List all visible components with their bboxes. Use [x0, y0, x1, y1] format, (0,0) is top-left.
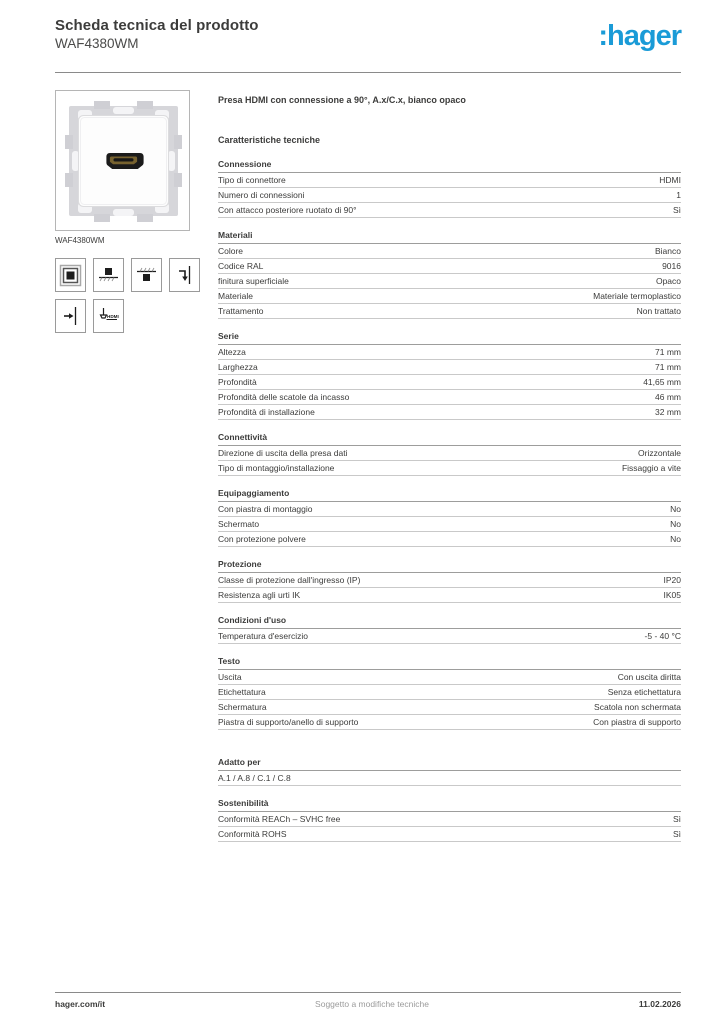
spec-section — [218, 559, 681, 603]
spec-row — [218, 700, 681, 715]
spec-value: 41,65 mm — [643, 377, 681, 387]
spec-value: 32 mm — [655, 407, 681, 417]
spec-row — [218, 173, 681, 188]
spec-value: No — [670, 504, 681, 514]
footer-disclaimer: Soggetto a modifiche tecniche — [315, 999, 429, 1009]
spec-label: Larghezza — [218, 362, 258, 372]
main-content — [55, 90, 681, 842]
section-title: Equipaggiamento — [218, 488, 681, 502]
spec-row — [218, 446, 681, 461]
section-title: Condizioni d'uso — [218, 615, 681, 629]
pictogram-grid — [55, 258, 215, 333]
spec-row — [218, 405, 681, 420]
spec-label: Altezza — [218, 347, 246, 357]
surface-mount-icon — [93, 258, 124, 292]
spec-row — [218, 812, 681, 827]
spec-value: Con piastra di supporto — [593, 717, 681, 727]
spec-section — [218, 798, 681, 842]
spec-value: 71 mm — [655, 347, 681, 357]
tech-characteristics-heading: Caratteristiche tecniche — [218, 135, 321, 145]
spec-label: Schermato — [218, 519, 260, 529]
spec-label: Con attacco posteriore ruotato di 90° — [218, 205, 357, 215]
spec-sections — [218, 159, 681, 842]
section-title: Connettività — [218, 432, 681, 446]
ceiling-mount-icon — [131, 258, 162, 292]
spec-value: Con uscita diritta — [617, 672, 681, 682]
spec-value: Scatola non schermata — [594, 702, 681, 712]
footer-website: hager.com/it — [55, 999, 106, 1009]
hager-logo: :hager — [598, 20, 681, 52]
spec-row — [218, 629, 681, 644]
spec-value: No — [670, 519, 681, 529]
spec-value: 9016 — [662, 261, 681, 271]
spec-row — [218, 532, 681, 547]
spec-value: Fissaggio a vite — [621, 463, 681, 473]
header-divider — [55, 72, 681, 73]
spec-label: Materiale — [218, 291, 253, 301]
spec-label: finitura superficiale — [218, 276, 289, 286]
section-title: Adatto per — [218, 757, 681, 771]
socket-front-icon — [55, 258, 86, 292]
spec-row — [218, 827, 681, 842]
spec-row — [218, 375, 681, 390]
spec-value: Opaco — [655, 276, 681, 286]
spec-label: Profondità di installazione — [218, 407, 315, 417]
product-image — [55, 90, 190, 231]
product-code: WAF4380WM — [55, 36, 139, 51]
spec-label: Codice RAL — [218, 261, 264, 271]
spec-label: Tipo di connettore — [218, 175, 286, 185]
spec-row — [218, 715, 681, 730]
spec-row — [218, 304, 681, 319]
spec-value: Materiale termoplastico — [593, 291, 681, 301]
spec-row — [218, 203, 681, 218]
spec-label: Uscita — [218, 672, 242, 682]
spec-value: Sì — [672, 829, 681, 839]
spec-row — [218, 274, 681, 289]
spec-row — [218, 360, 681, 375]
spec-section — [218, 488, 681, 547]
page-footer — [55, 999, 681, 1009]
spec-row — [218, 461, 681, 476]
spec-section — [218, 656, 681, 730]
spec-value: No — [670, 534, 681, 544]
spec-row — [218, 573, 681, 588]
spec-label: Numero di connessioni — [218, 190, 305, 200]
spec-section — [218, 230, 681, 319]
spec-label: Profondità — [218, 377, 257, 387]
section-title: Protezione — [218, 559, 681, 573]
svg-text:HDMI: HDMI — [107, 314, 119, 320]
spec-label: Etichettatura — [218, 687, 266, 697]
spec-row — [218, 244, 681, 259]
spec-label: A.1 / A.8 / C.1 / C.8 — [218, 773, 291, 783]
spec-row — [218, 771, 681, 786]
spec-row — [218, 517, 681, 532]
spec-label: Direzione di uscita della presa dati — [218, 448, 348, 458]
spec-section — [218, 432, 681, 476]
spec-value: 71 mm — [655, 362, 681, 372]
spec-row — [218, 259, 681, 274]
left-column — [55, 90, 191, 842]
spec-label: Conformità REACh – SVHC free — [218, 814, 341, 824]
spec-row — [218, 502, 681, 517]
section-title: Connessione — [218, 159, 681, 173]
spec-label: Temperatura d'esercizio — [218, 631, 308, 641]
wall-outlet-icon — [55, 299, 86, 333]
spec-label: Trattamento — [218, 306, 264, 316]
spec-value: Senza etichettatura — [607, 687, 681, 697]
spec-section — [218, 615, 681, 644]
spec-value: HDMI — [659, 175, 681, 185]
section-title: Sostenibilità — [218, 798, 681, 812]
spec-row — [218, 390, 681, 405]
spec-value: Non trattato — [636, 306, 681, 316]
spec-row — [218, 670, 681, 685]
spec-value: IK05 — [663, 590, 681, 600]
footer-divider — [55, 992, 681, 993]
spec-value: -5 - 40 °C — [644, 631, 681, 641]
spec-label: Schermatura — [218, 702, 267, 712]
spec-row — [218, 188, 681, 203]
document-title: Scheda tecnica del prodotto — [55, 17, 259, 34]
product-render-svg — [56, 91, 191, 232]
spec-label: Conformità ROHS — [218, 829, 287, 839]
spec-row — [218, 685, 681, 700]
header-title-block — [55, 17, 259, 52]
spec-value: Bianco — [655, 246, 681, 256]
spec-row — [218, 588, 681, 603]
spec-value: Orizzontale — [638, 448, 681, 458]
page-header — [55, 17, 681, 52]
spec-value: 46 mm — [655, 392, 681, 402]
spec-label: Profondità delle scatole da incasso — [218, 392, 350, 402]
spec-label: Colore — [218, 246, 244, 256]
product-image-caption: WAF4380WM — [55, 236, 105, 245]
right-column — [218, 90, 681, 842]
spec-label: Tipo di montaggio/installazione — [218, 463, 335, 473]
angled-outlet-icon — [169, 258, 200, 292]
section-title: Serie — [218, 331, 681, 345]
spec-value: IP20 — [663, 575, 681, 585]
spec-label: Con protezione polvere — [218, 534, 306, 544]
section-title: Testo — [218, 656, 681, 670]
section-title: Materiali — [218, 230, 681, 244]
spec-value: 1 — [676, 190, 681, 200]
spec-value: Sì — [672, 205, 681, 215]
spec-row — [218, 345, 681, 360]
spec-row — [218, 289, 681, 304]
spec-label: Resistenza agli urti IK — [218, 590, 301, 600]
spec-label: Piastra di supporto/anello di supporto — [218, 717, 359, 727]
spec-section — [218, 159, 681, 218]
spec-label: Con piastra di montaggio — [218, 504, 313, 514]
product-title: Presa HDMI con connessione a 90°, A.x/C.x, bianco opaco — [218, 95, 466, 105]
spec-section — [218, 757, 681, 786]
footer-date: 11.02.2026 — [638, 999, 681, 1009]
spec-value: Sì — [672, 814, 681, 824]
spec-label: Classe di protezione dall'ingresso (IP) — [218, 575, 361, 585]
hdmi-connector-icon — [93, 299, 124, 333]
spec-section — [218, 331, 681, 420]
